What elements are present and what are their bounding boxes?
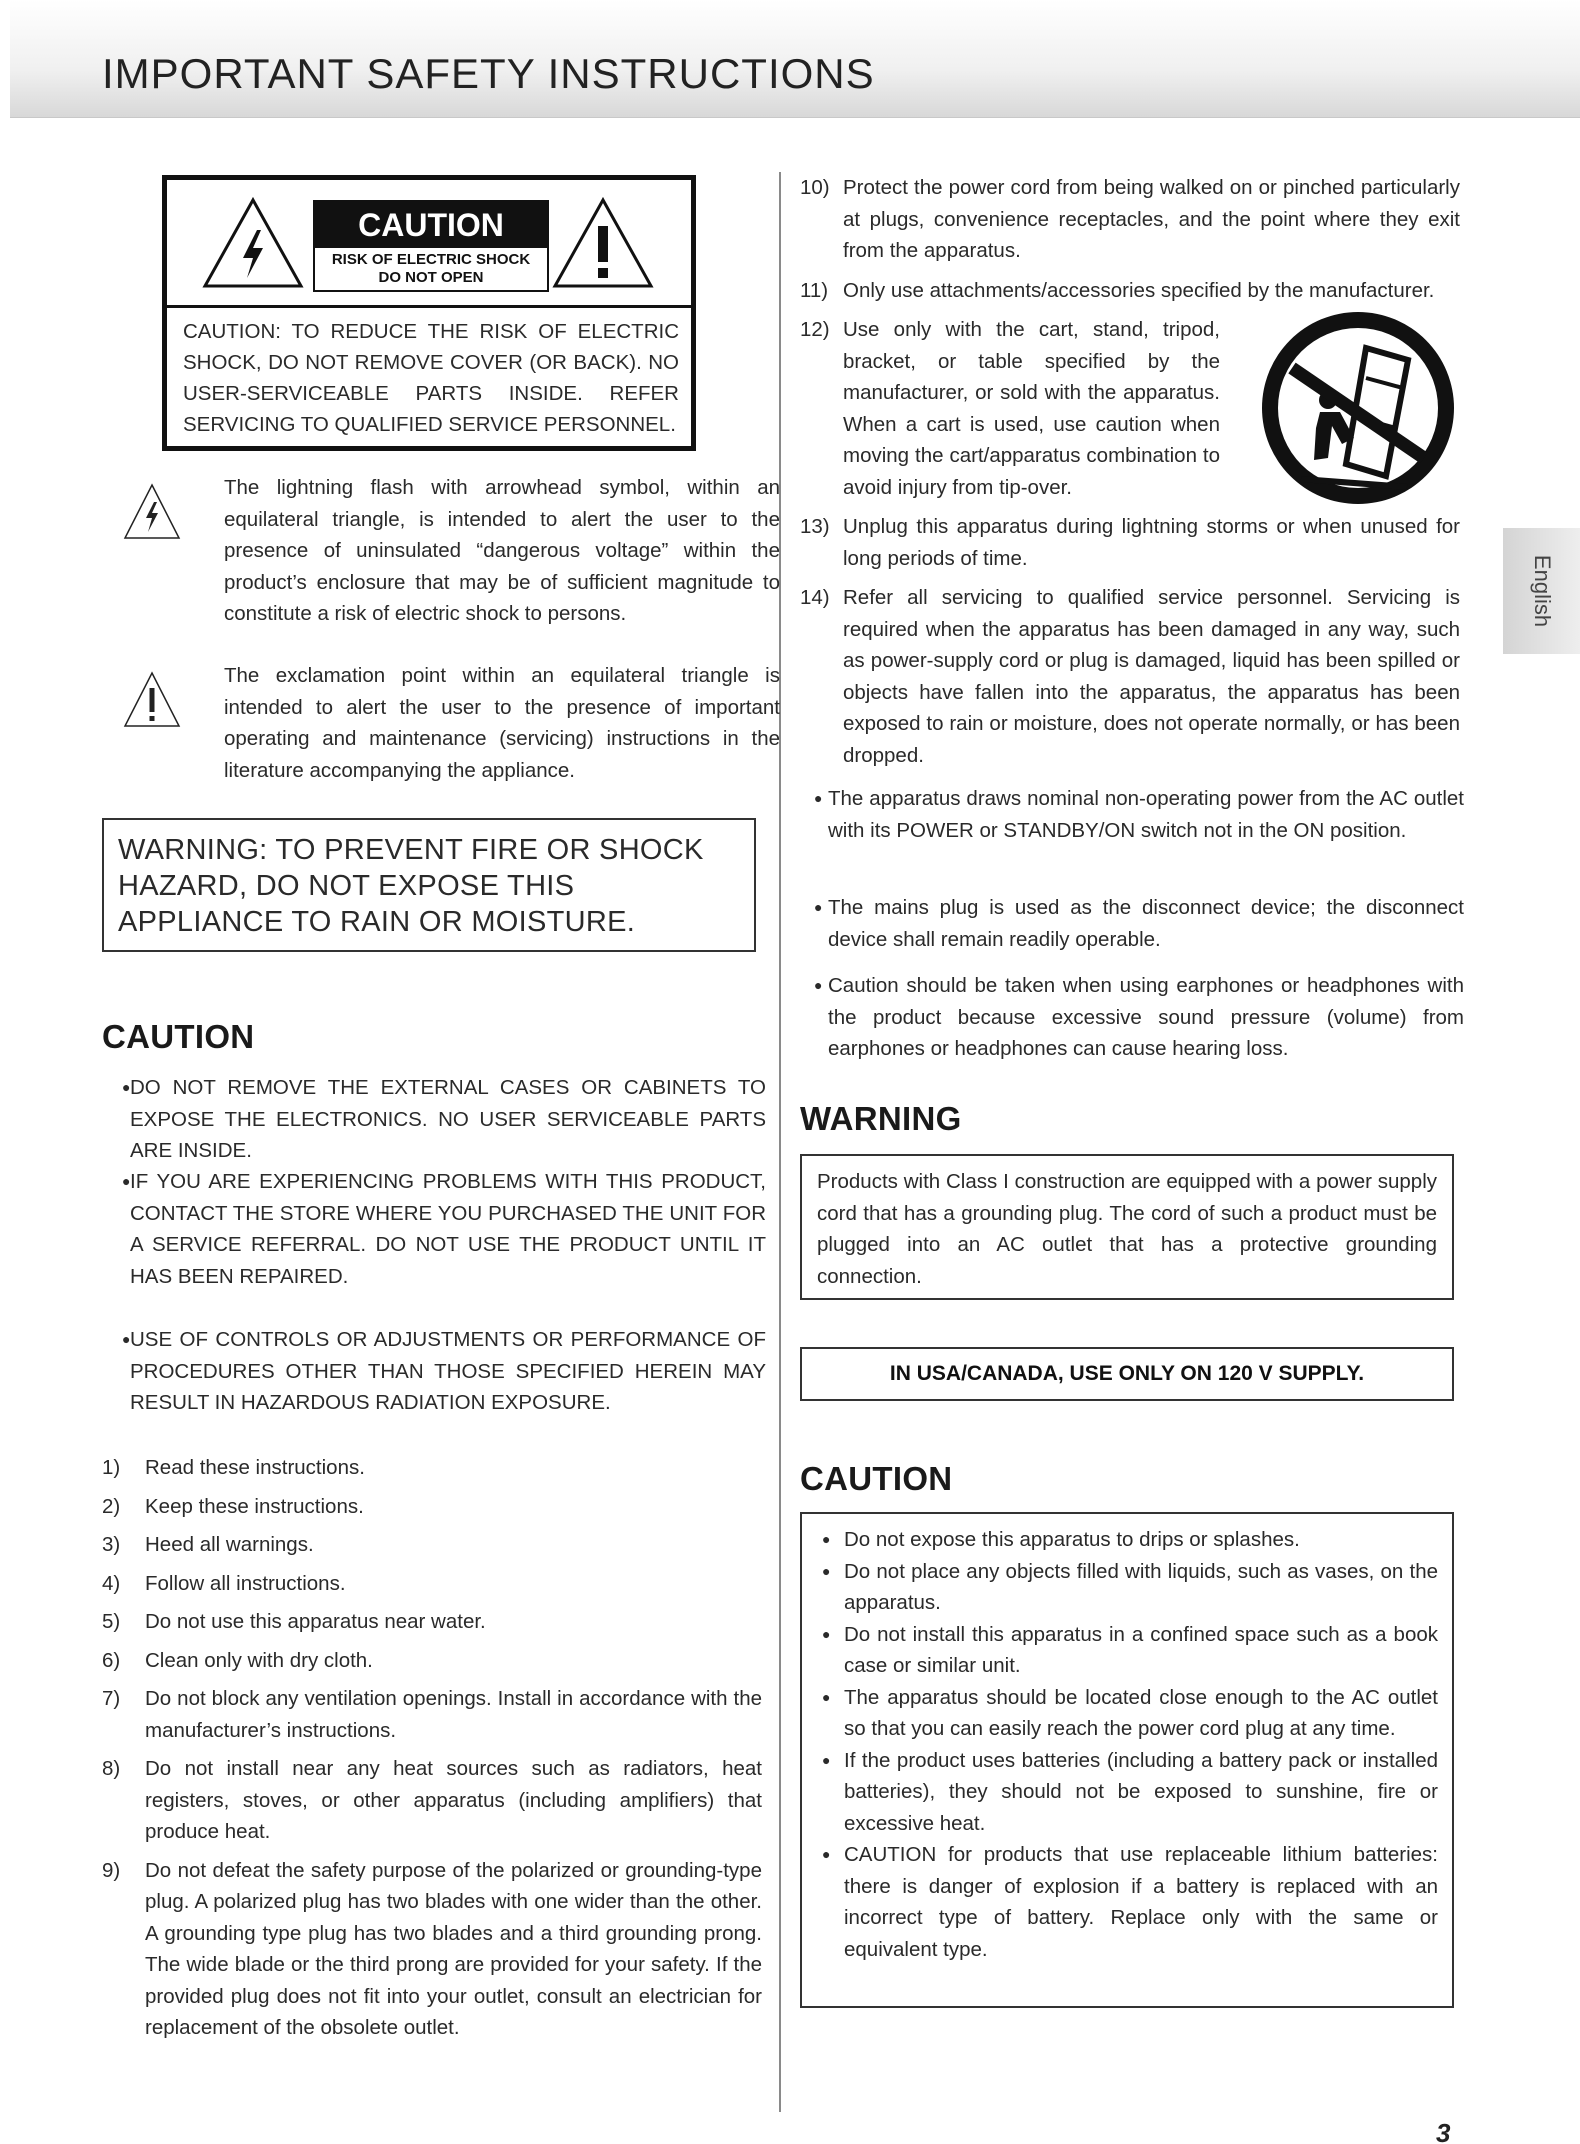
warning-heading: WARNING: [800, 1100, 962, 1137]
list-item-text: Unplug this apparatus during lightning storms or when unused for long periods of time.: [843, 515, 1460, 570]
lightning-warning-icon: [201, 196, 305, 290]
right-bullet: [814, 783, 1464, 846]
lightning-symbol-explanation: [122, 472, 780, 632]
list-item-number: 3): [102, 1533, 121, 1556]
caution-left-bullet-text: DO NOT REMOVE THE EXTERNAL CASES OR CABINETS TO EXPOSE THE ELECTRONICS. NO USER SERVICEABLE PARTS ARE INSIDE.: [130, 1076, 766, 1162]
list-item-number: 5): [102, 1610, 121, 1633]
list-item-number: 8): [102, 1757, 121, 1780]
language-tab-label: English: [1529, 554, 1555, 628]
list-item-number: 1): [102, 1456, 121, 1479]
caution-right-bullet: ● Do not expose this apparatus to drips or splashes.: [822, 1524, 1438, 1556]
language-tab[interactable]: [1503, 528, 1580, 654]
list-item: [102, 1645, 762, 1677]
usa-canada-notice: IN USA/CANADA, USE ONLY ON 120 V SUPPLY.: [800, 1347, 1454, 1401]
list-item-text: Do not block any ventilation openings. Install in accordance with the manufacturer’s instructions.: [145, 1687, 762, 1742]
list-item-text: Refer all servicing to qualified service personnel. Servicing is required when the apparatus has been damaged in any way, such as power-supply cord or plug is damaged, liquid has been spilled or objects have fallen into the apparatus, the apparatus has been exposed to rain or moisture, does not operate normally, or has been dropped.: [843, 586, 1460, 767]
caution-left-bullet: [122, 1324, 766, 1419]
list-item-number: 12): [800, 318, 830, 341]
exclamation-symbol-text: The exclamation point within an equilateral triangle is intended to alert the user to the presence of important operating and maintenance (servicing) instructions in the literature accompanying the appliance.: [224, 664, 780, 782]
caution-sign: [313, 200, 549, 292]
caution-left-bullet-text: USE OF CONTROLS OR ADJUSTMENTS OR PERFORMANCE OF PROCEDURES OTHER THAN THOSE SPECIFIED HEREIN MAY RESULT IN HAZARDOUS RADIATION EXPOSURE.: [130, 1328, 766, 1414]
list-item-text: Protect the power cord from being walked on or pinched particularly at plugs, convenience receptacles, and the point where they exit from the apparatus.: [843, 176, 1460, 262]
list-item-number: 6): [102, 1648, 121, 1672]
list-item: [102, 1855, 762, 2044]
list-item-number: 11): [800, 278, 829, 302]
list-item-number: 9): [102, 1858, 121, 1882]
caution-heading-right: CAUTION: [800, 1460, 953, 1497]
list-item-number: 4): [102, 1571, 121, 1595]
list-item: [102, 1452, 762, 1484]
list-item-text: Follow all instructions.: [145, 1571, 346, 1595]
list-item-text: Read these instructions.: [145, 1456, 365, 1479]
list-item-text: Do not use this apparatus near water.: [145, 1610, 486, 1633]
caution-label-box: [162, 175, 696, 451]
lightning-triangle-icon: [122, 482, 182, 542]
cart-tip-over-icon: [1258, 308, 1458, 508]
caution-label-text: CAUTION: TO REDUCE THE RISK OF ELECTRIC SHOCK, DO NOT REMOVE COVER (OR BACK). NO USER-SERVICEABLE PARTS INSIDE. REFER SERVICING TO QUALIFIED SERVICE PERSONNEL.: [183, 320, 679, 436]
exclamation-triangle-icon: [122, 670, 182, 730]
exclamation-warning-icon: [551, 196, 655, 290]
caution-right-bullet: ● CAUTION for products that use replaceable lithium batteries: there is danger of explosion if a battery is replaced with an incorrect type of battery. Replace only with the same or equivalent type.: [822, 1839, 1438, 1965]
right-bullet: [814, 892, 1464, 955]
instructions-list-left: [102, 1452, 762, 2051]
page-header: [10, 0, 1580, 118]
caution-right-bullet: ● If the product uses batteries (including a battery pack or installed batteries), they should not be exposed to sunshine, fire or excessive heat.: [822, 1745, 1438, 1840]
caution-left-bullet: [122, 1166, 766, 1292]
caution-right-box: [800, 1512, 1454, 2008]
list-item-text: Clean only with dry cloth.: [145, 1648, 373, 1672]
list-item: [102, 1568, 762, 1600]
list-item-text: Do not defeat the safety purpose of the polarized or grounding-type plug. A polarized plug has two blades with one wider than the other. A grounding type plug has two blades and a third grounding prong. The wide blade or the third prong are provided for your safety. If the provided plug does not fit into your outlet, consult an electrician for replacement of the obsolete outlet.: [145, 1858, 762, 2039]
list-item-number: 7): [102, 1687, 121, 1710]
fire-shock-warning-box: WARNING: TO PREVENT FIRE OR SHOCK HAZARD, DO NOT EXPOSE THIS APPLIANCE TO RAIN OR MOISTURE.: [102, 818, 756, 952]
list-item-text: Keep these instructions.: [145, 1494, 364, 1518]
caution-right-bullet: ● The apparatus should be located close enough to the AC outlet so that you can easily reach the power cord plug at any time.: [822, 1682, 1438, 1745]
right-bullet-text: Caution should be taken when using earphones or headphones with the product because excessive sound pressure (volume) from earphones or headphones can cause hearing loss.: [828, 974, 1464, 1060]
list-item: [800, 172, 1460, 267]
caution-left-bullet: [122, 1072, 766, 1167]
list-item: [102, 1529, 762, 1561]
caution-right-bullet: ● Do not place any objects filled with liquids, such as vases, on the apparatus.: [822, 1556, 1438, 1619]
right-bullet-text: The mains plug is used as the disconnect device; the disconnect device shall remain readily operable.: [828, 896, 1464, 951]
grounding-warning-text: Products with Class Ι construction are equipped with a power supply cord that has a grounding plug. The cord of such a product must be plugged into an AC outlet that has a protective grounding connection.: [817, 1170, 1437, 1288]
list-item: [800, 511, 1460, 574]
list-item-number: 10): [800, 176, 830, 199]
grounding-warning-box: [800, 1154, 1454, 1300]
list-item: [102, 1753, 762, 1848]
list-item-text: Do not install near any heat sources such as radiators, heat registers, stoves, or other apparatus (including amplifiers) that produce heat.: [145, 1757, 762, 1843]
right-bullet: [814, 970, 1464, 1065]
list-item: [102, 1606, 762, 1638]
list-item-number: 2): [102, 1494, 121, 1518]
caution-sign-do-not-open: DO NOT OPEN: [378, 269, 484, 286]
caution-left-bullet-text: IF YOU ARE EXPERIENCING PROBLEMS WITH THIS PRODUCT, CONTACT THE STORE WHERE YOU PURCHASED THE UNIT FOR A SERVICE REFERRAL. DO NOT USE THE PRODUCT UNTIL IT HAS BEEN REPAIRED.: [130, 1170, 766, 1288]
list-item: [102, 1491, 762, 1523]
exclamation-symbol-explanation: [122, 660, 780, 790]
caution-sign-title: CAUTION: [315, 202, 547, 248]
list-item-number: 13): [800, 515, 830, 538]
caution-label-header: [167, 180, 691, 308]
column-divider: [779, 172, 781, 2112]
caution-sign-risk: RISK OF ELECTRIC SHOCK: [331, 251, 531, 268]
list-item: [102, 1683, 762, 1746]
list-item: [800, 582, 1460, 771]
list-item-text: Use only with the cart, stand, tripod, bracket, or table specified by the manufacturer, or sold with the apparatus. When a cart is used, use caution when moving the cart/apparatus combination to avoid injury from tip-over.: [843, 318, 1220, 499]
list-item-text: Heed all warnings.: [145, 1533, 314, 1556]
list-item-text: Only use attachments/accessories specified by the manufacturer.: [843, 278, 1435, 302]
caution-heading-left: CAUTION: [102, 1018, 255, 1055]
list-item: [800, 275, 1460, 307]
right-bullet-text: The apparatus draws nominal non-operating power from the AC outlet with its POWER or STANDBY/ON switch not in the ON position.: [828, 787, 1464, 842]
page-number: 3: [1436, 2118, 1451, 2144]
lightning-symbol-text: The lightning flash with arrowhead symbol, within an equilateral triangle, is intended to alert the user to the presence of uninsulated “dangerous voltage” within the product’s enclosure that may be of sufficient magnitude to constitute a risk of electric shock to persons.: [224, 476, 780, 625]
page-title: IMPORTANT SAFETY INSTRUCTIONS: [102, 50, 875, 97]
caution-right-bullet: ● Do not install this apparatus in a confined space such as a book case or similar unit.: [822, 1619, 1438, 1682]
list-item-number: 14): [800, 586, 830, 609]
